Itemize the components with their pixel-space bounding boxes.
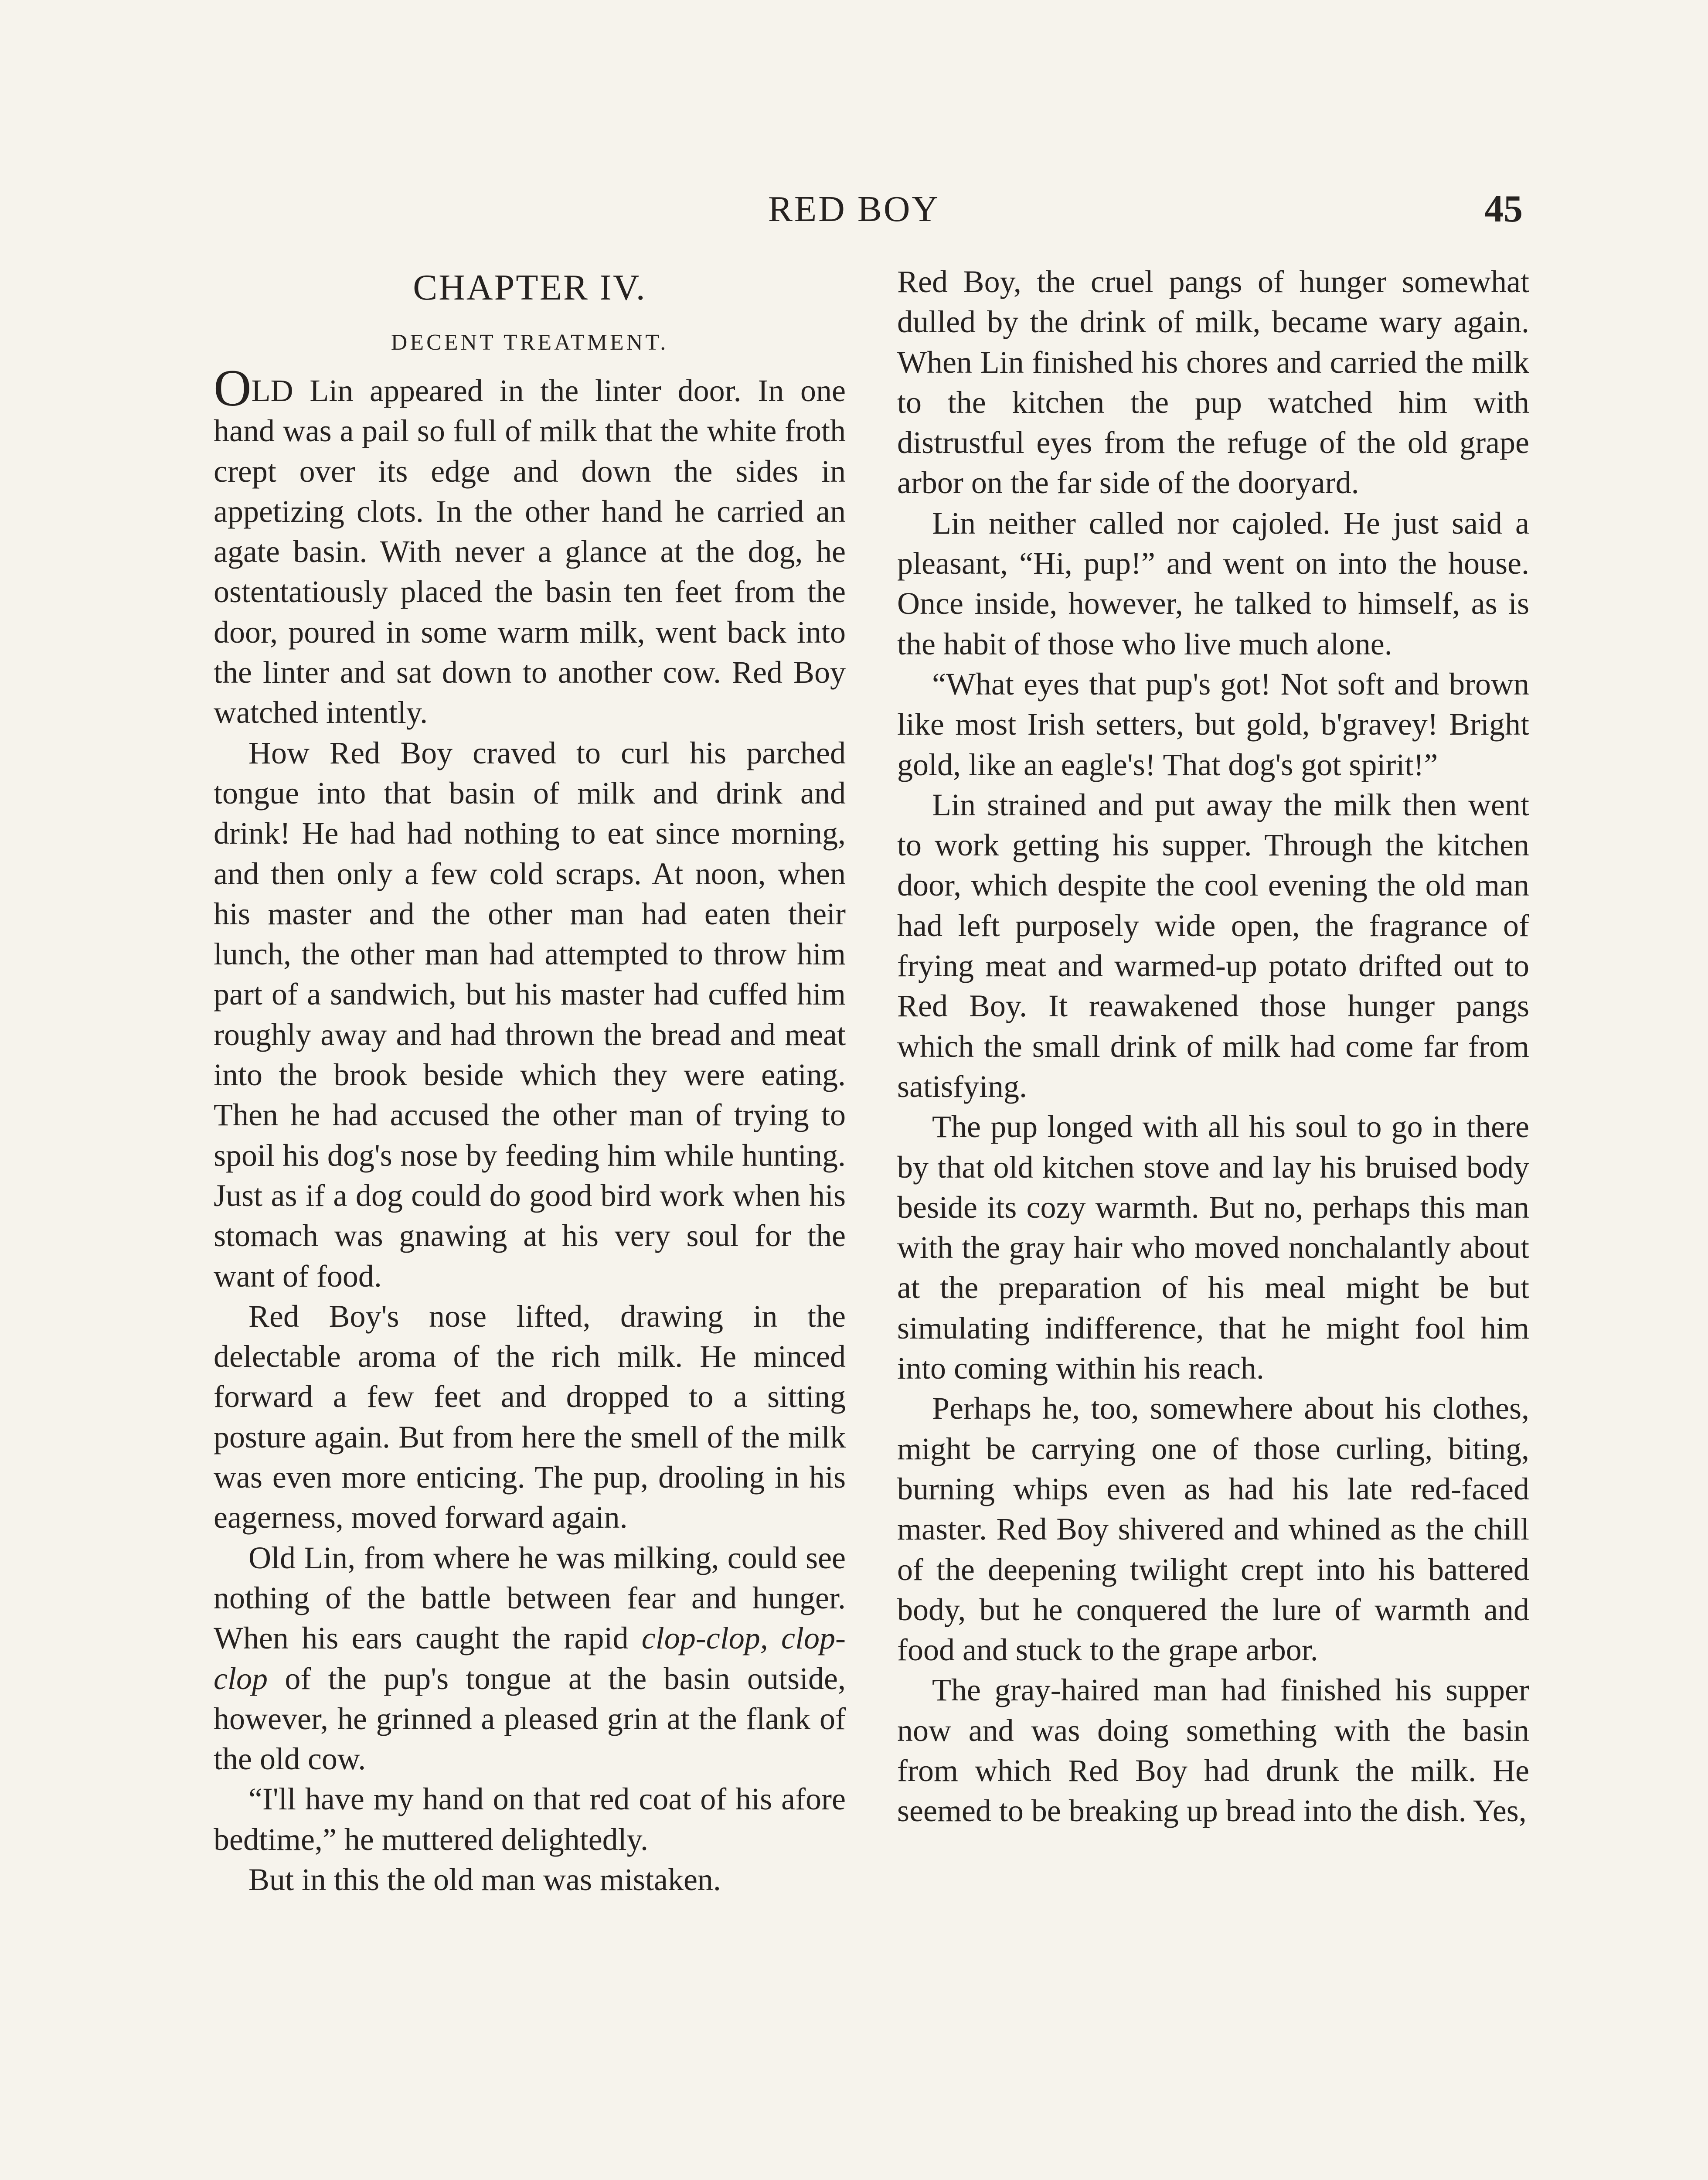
chapter-subtitle: DECENT TREATMENT. [391, 330, 669, 355]
right-column [897, 262, 1529, 1831]
page-header [0, 185, 1708, 233]
paragraph-text: of the pup's tongue at the basin outside, however, he grinned a pleased grin at the flank of the old cow. [214, 1661, 846, 1777]
paragraph: “What eyes that pup's got! Not soft and brown like most Irish setters, but gold, b'gravey! Bright gold, like an eagle's! That dog's got spirit!” [897, 666, 1529, 782]
paragraph: Red Boy, the cruel pangs of hunger somewhat dulled by the drink of milk, became wary again. When Lin finished his chores and carried the milk to the kitchen the pup watched him with distrustful eyes from the refuge of the old grape arbor on the far side of the dooryard. [897, 264, 1529, 501]
paragraph: Perhaps he, too, somewhere about his clothes, might be carrying one of those curling, biting, burning whips even as had his late red-faced master. Red Boy shivered and whined as the chill of the deepening twilight crept into his battered body, but he conquered the lure of warmth and food and stuck to the grape arbor. [897, 1391, 1529, 1668]
paragraph: Lin neither called nor cajoled. He just said a pleasant, “Hi, pup!” and went on into the house. Once inside, however, he talked to himself, as is the habit of those who live much alone. [897, 505, 1529, 661]
paragraph: The pup longed with all his soul to go in there by that old kitchen stove and lay his bruised body beside its cozy warmth. But no, perhaps this man with the gray hair who moved nonchalantly about at the preparation of his meal might be but simulating indifference, that he might fool him into coming within his reach. [897, 1109, 1529, 1386]
paragraph: How Red Boy craved to curl his parched tongue into that basin of milk and drink and drink! He had had nothing to eat since morning, and then only a few cold scraps. At noon, when his master and the other man had eaten their lunch, the other man had attempted to throw him part of a sandwich, but his master had cuffed him roughly away and had thrown the bread and meat into the brook beside which they were eating. Then he had accused the other man of trying to spoil his dog's nose by feeding him while hunting. Just as if a dog could do good bird work when his stomach was gnawing at his very soul for the want of food. [214, 735, 846, 1294]
running-head: RED BOY [768, 189, 940, 229]
page-number: 45 [1484, 188, 1523, 230]
paragraph [214, 359, 846, 733]
paragraph: “I'll have my hand on that red coat of his afore bedtime,” he muttered delightedly. [214, 1781, 846, 1857]
paragraph-text: LD Lin appeared in the linter door. In one hand was a pail so full of milk that the white froth crept over its edge and down the sides in appetizing clots. In the other hand he carried an agate basin. With never a glance at the dog, he ostentatiously placed the basin ten feet from the door, poured in some warm milk, went back into the linter and sat down to another cow. Red Boy watched intently. [214, 373, 846, 730]
paragraph: Red Boy's nose lifted, drawing in the delectable aroma of the rich milk. He minced forward a few feet and dropped to a sitting posture again. But from here the smell of the milk was even more enticing. The pup, drooling in his eagerness, moved forward again. [214, 1298, 846, 1535]
paragraph: The gray-haired man had finished his supper now and was doing something with the basin from which Red Boy had drunk the milk. He seemed to be breaking up bread into the dish. Yes, [897, 1672, 1529, 1829]
paragraph-text: Old Lin, from where he was milking, could see nothing of the battle between fear and hunger. When his ears caught the rapid [214, 1540, 846, 1656]
chapter-title: CHAPTER IV. [413, 267, 646, 308]
paragraph: But in this the old man was mistaken. [248, 1862, 721, 1897]
paragraph [214, 1538, 846, 1779]
paragraph: Lin strained and put away the milk then went to work getting his supper. Through the kitchen door, which despite the cool evening the old man had left purposely wide open, the fragrance of frying meat and warmed-up potato drifted out to Red Boy. It reawakened those hunger pangs which the small drink of milk had come far from satisfying. [897, 787, 1529, 1104]
left-column [214, 262, 846, 1900]
italic-sound: clop-clop, clop-clop [214, 1621, 846, 1696]
drop-cap: O [214, 359, 252, 417]
